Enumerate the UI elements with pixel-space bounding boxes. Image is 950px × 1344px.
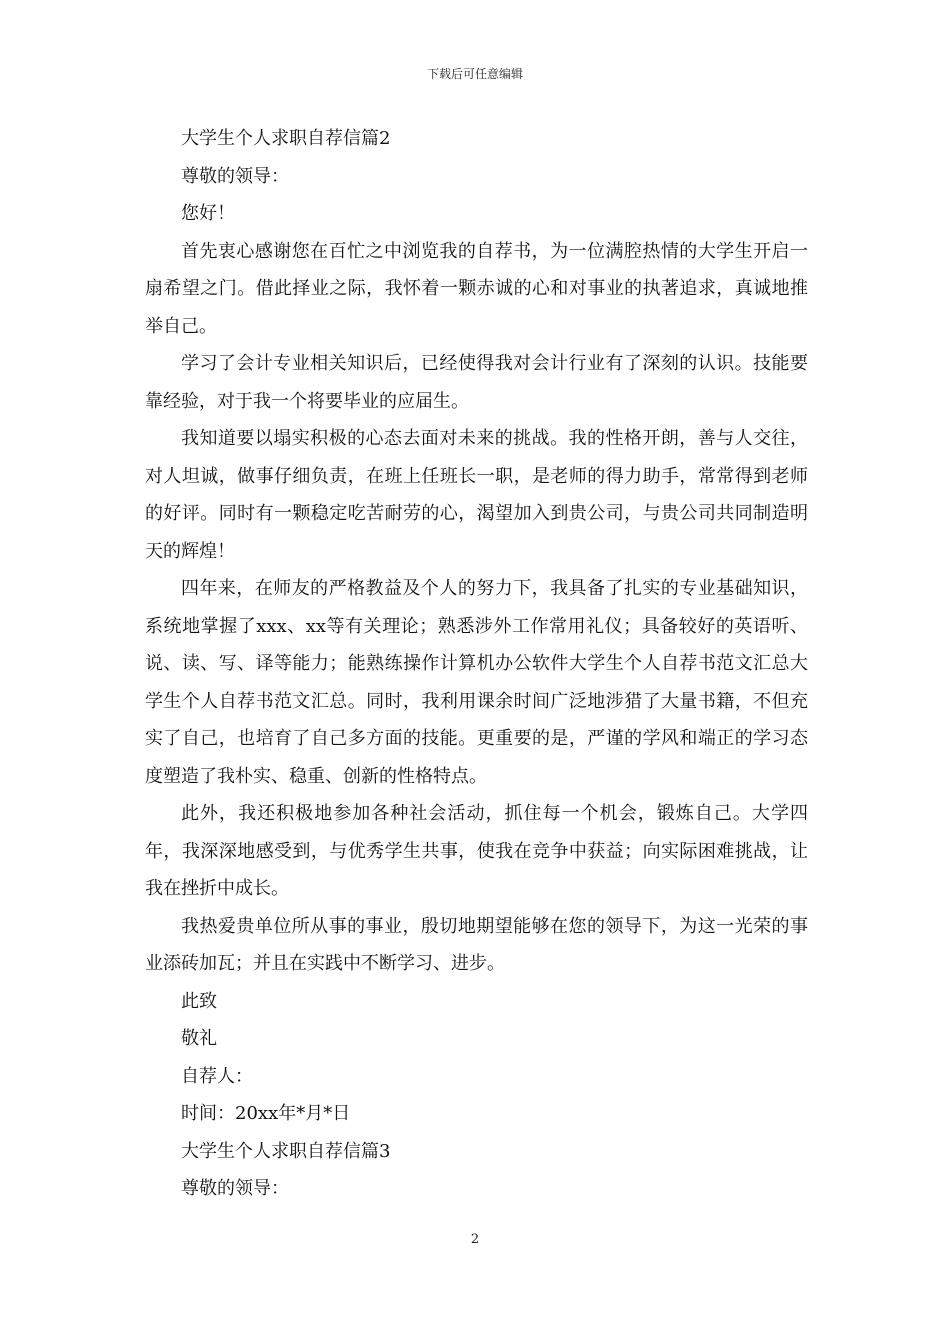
letter-title: 大学生个人求职自荐信篇2 (181, 128, 391, 149)
date-line: 时间：20xx年*月*日 (181, 1103, 351, 1124)
page-number: 2 (470, 1232, 480, 1247)
closing-line-2: 敬礼 (181, 1028, 217, 1049)
next-salutation: 尊敬的领导： (181, 1178, 289, 1199)
paragraph-personality: 我知道要以塌实积极的心态去面对未来的挑战。我的性格开朗，善与人交往，对人坦诚，做事仔细负责，在班上任班长一职，是老师的得力助手，常常得到老师的好评。同时有一颗稳定吃苦耐劳的心，渴望加入到贵公司，与贵公司共同制造明天的辉煌！ (145, 428, 808, 562)
paragraph-aspiration: 我热爱贵单位所从事的事业，殷切地期望能够在您的领导下，为这一光荣的事业添砖加瓦；并且在实践中不断学习、进步。 (145, 915, 808, 974)
paragraph-study: 学习了会计专业相关知识后，已经使得我对会计行业有了深刻的认识。技能要靠经验，对于我一个将要毕业的应届生。 (145, 353, 808, 412)
document-body (145, 120, 808, 1208)
closing-line-1: 此致 (181, 990, 217, 1012)
greeting: 您好！ (181, 203, 235, 224)
signature-line: 自荐人： (181, 1065, 253, 1087)
paragraph-education: 四年来，在师友的严格教益及个人的努力下，我具备了扎实的专业基础知识，系统地掌握了xxx、xx等有关理论；熟悉涉外工作常用礼仪；具备较好的英语听、说、读、写、译等能力；能熟练操作计算机办公软件大学生个人自荐书范文汇总大学生个人自荐书范文汇总。同时，我利用课余时间广泛地涉猎了大量书籍，不但充实了自己，也培育了自己多方面的技能。更重要的是，严谨的学风和端正的学习态度塑造了我朴实、稳重、创新的性格特点。 (145, 578, 808, 787)
salutation: 尊敬的领导： (181, 165, 289, 187)
paragraph-activities: 此外，我还积极地参加各种社会活动，抓住每一个机会，锻炼自己。大学四年，我深深地感受到，与优秀学生共事，使我在竞争中获益；向实际困难挑战，让我在挫折中成长。 (145, 803, 808, 899)
next-letter-title: 大学生个人求职自荐信篇3 (181, 1140, 391, 1162)
paragraph-intro: 首先衷心感谢您在百忙之中浏览我的自荐书，为一位满腔热情的大学生开启一扇希望之门。借此择业之际，我怀着一颗赤诚的心和对事业的执著追求，真诚地推举自己。 (145, 240, 808, 337)
page-header-note: 下载后可任意编辑 (426, 67, 523, 81)
